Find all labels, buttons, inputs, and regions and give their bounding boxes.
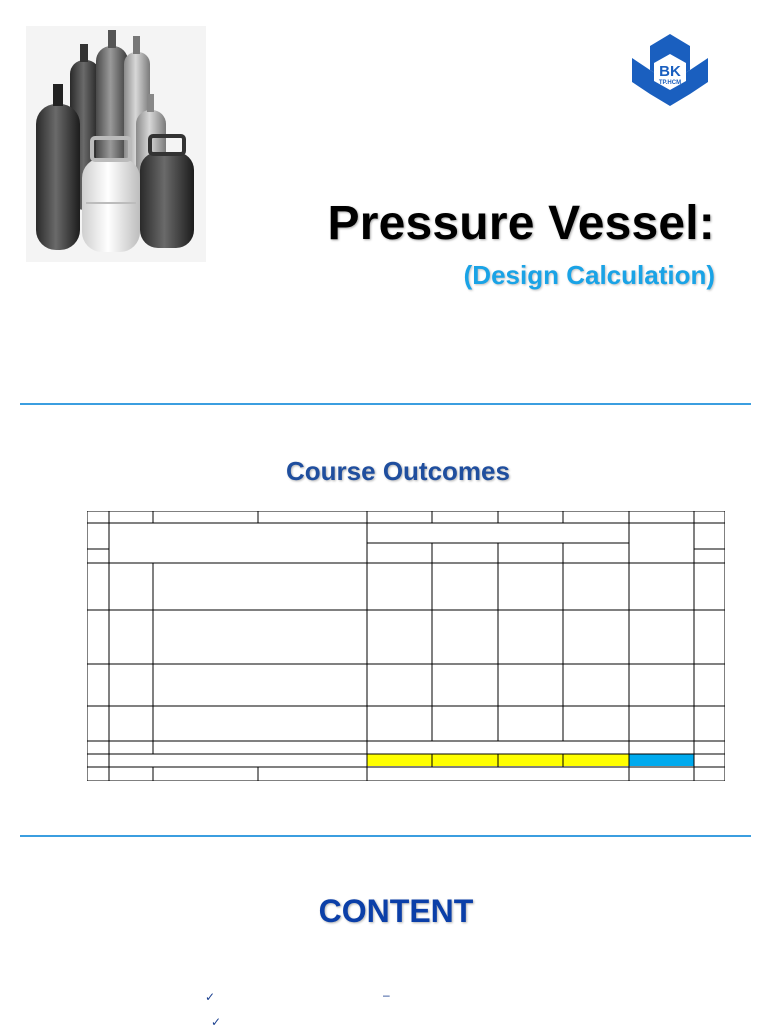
checkmark-icon: ✓	[205, 990, 216, 1004]
page-subtitle: (Design Calculation)	[463, 260, 715, 290]
slide-divider	[20, 835, 751, 837]
logo-subtext: TP.HCM	[658, 80, 682, 86]
content-heading: CONTENT	[318, 893, 474, 929]
logo-text: BK	[659, 63, 681, 80]
page-title: Pressure Vessel:	[327, 197, 715, 250]
bullet-dash: –	[383, 988, 390, 1002]
bk-university-logo	[632, 32, 708, 108]
course-outcomes-table	[87, 511, 725, 781]
slide-divider	[20, 403, 751, 405]
course-outcomes-heading: Course Outcomes	[286, 456, 510, 486]
checkmark-icon: ✓	[211, 1015, 222, 1029]
table-cell-highlight-blue	[629, 754, 694, 766]
